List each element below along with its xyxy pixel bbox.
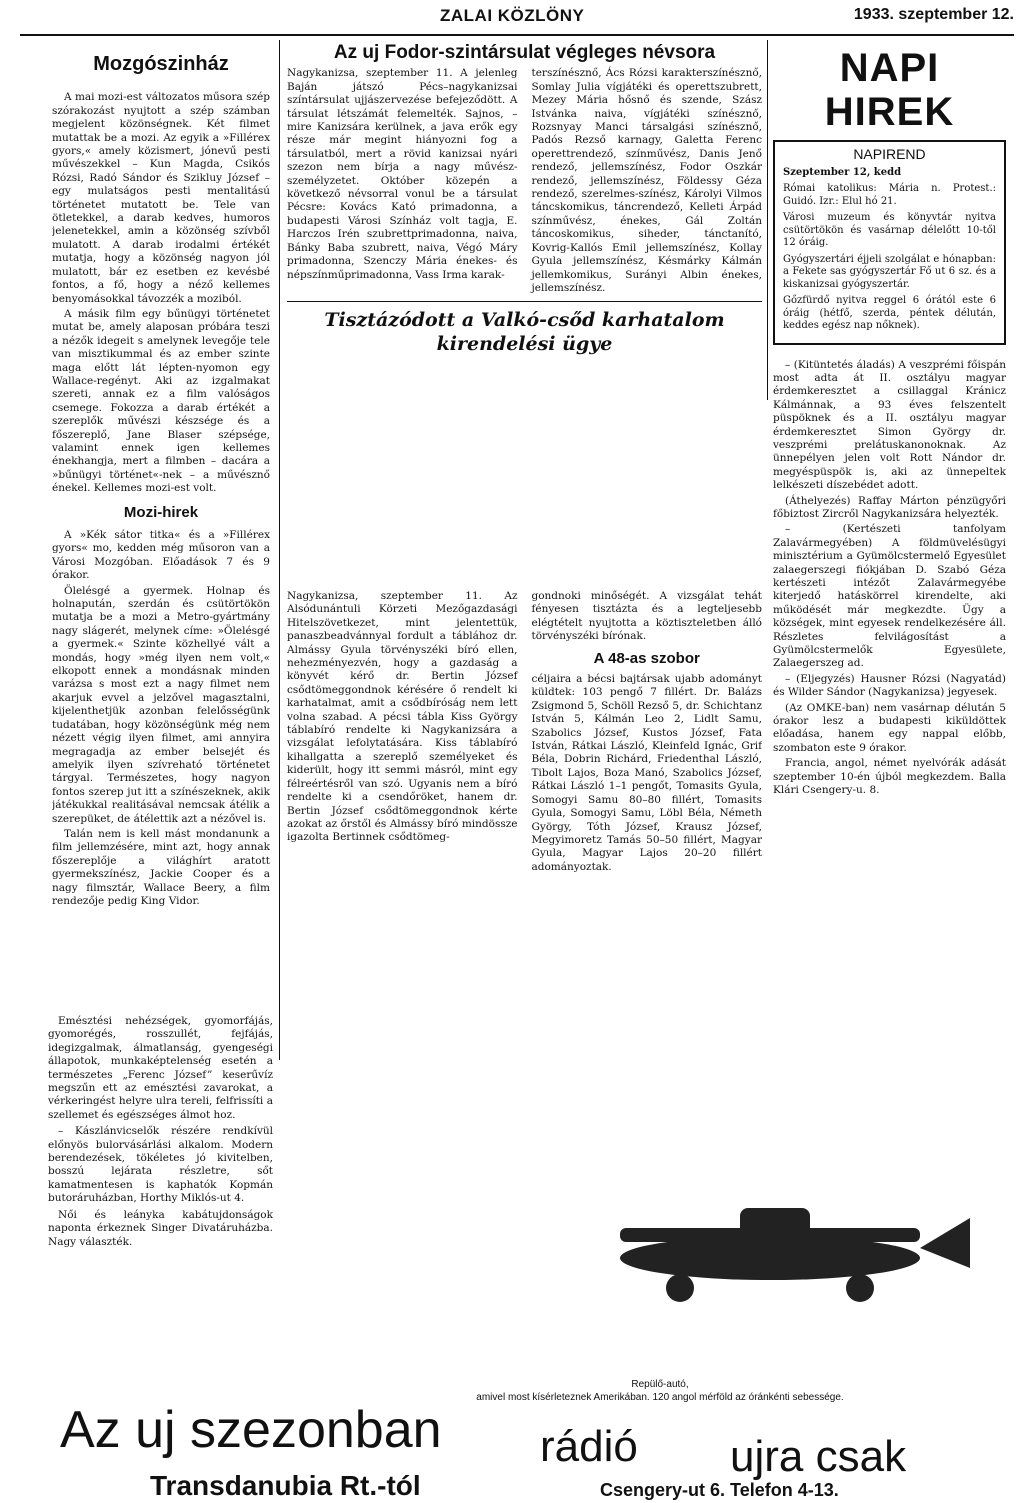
advert-line: Az uj szezonban — [60, 1401, 442, 1459]
advert-brand: Transdanubia Rt.-tól — [150, 1470, 421, 1501]
news-paragraph: – (Eljegyzés) Hausner Rózsi (Nagyatád) és Wilder Sándor (Nagykanizsa) jegyesek. — [773, 672, 1006, 699]
news-paragraph: – (Kertészeti tanfolyam Zalavármegyében) A földmüvelésügyi minisztérium a Gyümölcstermelő Egyesület zalaegerszegi fiókjában D. Szabó Géza kertészeti intézőt Zalavármegyébe kiterjedő hatáskörrel kirendelte, aki működését már megkezdte. Ügy a községek, mint egyesek rendelkezésére áll. Részletes felvilágosítást a Gyümölcstermelők Egyesülete, Zalaegerszeg ad. — [773, 523, 1006, 670]
advert-paragraph: Emésztési nehézségek, gyomorfájás, gyomorégés, rosszullét, fejfájás, idegizgalmak, álmatlanság, gyengeségi állapotok, munkaképtelenség esetén a természetes „Ferenc József” keserűvíz megszűn ett az emésztési zavarokat, a vérkeringést helyre ulra tereli, felfrissíti a szellemet és egészséges álmot hoz. — [48, 1015, 273, 1121]
theatre-text-left: Nagykanizsa, szeptember 11. A jelenleg Baján játszó Pécs–nagykanizsai színtársulat ujjászervezése befejeződött. A társulat létszámát felemelték. Sajnos, – mire Kanizsára kerülnek, a java erők egy része már megint hiányozni fog a társulatból, mert a rövid kanizsai nyári szezon nem bírja a nagy művész-személyzetet. Október közepén a következő névsorral vonul be a társulat Pécsre: Kovács Kató primadonna, a budapesti Városi Színház volt tagja, E. Harczos Irén szubrettprimadonna, naiva, Bánky Baba szubrett, naiva, Végó Máry primadonna, Szenczy Mária énekes- és népszínműprimadonna, Vass Irma karak- — [287, 67, 518, 281]
theatre-article — [287, 44, 762, 584]
advert-paragraph: – Kászlánvicselők részére rendkívül előnyös bulorvásárlási alkalom. Modern berendezések, tökéletes jó kivitelben, bosszú lejárata részletre, sőt kamatmentesen is kaphatók Kopmán butoráruházban, Horthy Miklós-ut 4. — [48, 1125, 273, 1205]
caption-line: amivel most kísérleteznek Amerikában. 120 angol mérföld az óránkénti sebessége. — [476, 1392, 844, 1403]
agenda-title: NAPIREND — [853, 146, 926, 162]
issue-date: 1933. szeptember 12. — [853, 6, 1014, 23]
radio-advert — [40, 1400, 1000, 1500]
masthead — [20, 6, 1014, 36]
advert-block — [48, 1015, 273, 1252]
divider — [287, 301, 762, 302]
cinema-heading: Mozgószinház — [93, 53, 229, 75]
news-paragraph: (Áthelyezés) Raffay Márton pénzügyőri főbiztost Zircről Nagykanizsára helyezték. — [773, 494, 1006, 520]
theatre-heading: Az uj Fodor-szintársulat végleges névsora — [333, 44, 716, 63]
valko-text-right: gondnoki minőségét. A vizsgálat tehát fényesen tisztázta és a legteljesebb elégtételt nyujtotta a köztiszteletben álló törvényszéki bírónak. — [531, 590, 762, 643]
valko-text-left: Nagykanizsa, szeptember 11. Az Alsódunántuli Körzeti Mezőgazdasági Hitelszövetkezet, mint jelentettük, panaszbeadvánnyal fordult a táblához dr. Almássy Gyula törvényszéki bíró ellen, nehezményezvén, hogy a gazdaság a könyvét kérő dr. Bertin József csődtömeggondnok kérésére ő rendelt ki karhatalmat, amit a csődbíróság nem lett volna szabad. A pécsi tábla Kiss György táblabíró rendelte ki Nagykanizsára a vizsgálat lefolytatására. Kiss táblabíró kihallgatta a szereplő személyeket és kiderült, hogy itt semmi másról, mint egy félreértésről van szó. Ugyanis nem a bíró rendelte ki a csendőröket, hanem dr. Bertin József csődtömeggondnok kérte azokat az őrstől és Almássy bíró mindössze igazolta Bertinnek csődtömeg- — [287, 590, 518, 844]
agenda-line: Római katolikus: Mária n. Protest.: Guidó. Izr.: Elul hó 21. — [783, 183, 996, 207]
statue-heading: A 48-as szobor — [593, 649, 700, 667]
valko-article — [287, 590, 762, 950]
theatre-text-right: terszínésznő, Ács Rózsi karakterszínésznő, Somlay Julia vígjátéki és operettszubrett, Mezey Mária hősnő és szende, Szász Istvánka naiva, vígjátéki színésznő, Rozsnyay Manci társalgási színésznő, Padós Rezső karnagy, Galetta Ferenc operettrendező, színművész, Danis Jenő rendező, jellemszínész, Fodor Oszkár rendező, jellemszínész, Földessy Géza rendező, szerelmes-színész, Károlyi Vilmos táncskomikus, táncrendező, Kelleti Árpád színművész, énekes, Gál Zoltán táncoskomikus, siheder, tánctanító, Kovrig-Kallós Emil jellemszínész, Kollay Gyula jellemszínész, Késmárky Kálmán jellemkomikus, Surányi Albin énekes, jellemszínész. — [531, 67, 762, 294]
statue-text: céljaira a bécsi bajtársak ujabb adományt küldtek: 103 pengő 7 fillért. Dr. Balázs Zsigmond 5, Schöll Rezső 5, dr. Schichtanz István 5, Kálmán Leo 2, Lidlt Samu, Szabolics József, Kustos József, Fata István, Rátkai László, Kleinfeld Ignác, Grif Béla, Dobrin Richárd, Friedenthal László, Tibolt Lajos, Boza Manó, Szabolics József, Rátkai László 1–1 pengőt, Tomasits Gyula, Somogyi Samu 80–80 fillért, Tomasits Gyula, Somogyi Samu, Löbl Béla, Németh György, Tóth József, Krausz József, Megyimoretz Tamás 50–50 fillért, Magyar Gyula, Magyar Lajos 20–20 fillért adományoztak. — [531, 673, 762, 873]
advert-line: rádió — [540, 1422, 638, 1471]
column-rule — [767, 40, 768, 400]
paper-title: ZALAI KÖZLÖNY — [440, 6, 585, 25]
agenda-box — [773, 140, 1006, 345]
advert-line: ujra csak — [730, 1432, 907, 1481]
advert-paragraph: Női és leányka kabátujdonságok naponta érkeznek Singer Divatáruházba. Nagy választék. — [48, 1208, 273, 1248]
cinema-paragraph: A mai mozi-est változatos műsora szép szórakozást nyujtott a szép számban megjelent közönségnek. Két filmet mutattak be a mozi. Az egyik a »Fillérex gyors,« amely közismert, jónevű pesti művészekkel – Kun Magda, Csikós Rózsi, Radó Sándor és Szikluy József – egy mulatságos pesti mentalitású történetet mutatott be. Tele van ötletekkel, a darab kedves, humoros jelenetekkel, amin a közönség szívből mulatott. A darab irodalmi értékét mutatja, hogy a közönség nagyon jól mulatott, bár ez esetben ez kevésbé fontos, a fő, hogy a néző kellemes benyomásokkal távozzék a moziból. — [52, 91, 270, 305]
mozi-paragraph: Talán nem is kell mást mondanunk a film jellemzésére, mint azt, hogy annak főszereplője a világhírt aratott gyermekszínész, Jackie Cooper és a nagy filmsztár, Wallace Beery, a film rendezője pedig King Vidor. — [52, 827, 270, 907]
advert-address: Csengery-ut 6. Telefon 4-13. — [600, 1480, 839, 1500]
column-rule — [279, 40, 280, 1060]
valko-heading: Tisztázódott a Valkó-csőd karhatalom kirendelési ügye — [324, 309, 725, 356]
news-paragraph: (Az OMKE-ban) nem vasárnap délután 5 órakor lesz a budapesti kiküldöttek előadása, hanem egy nappal előbb, szombaton este 9 órakor. — [773, 701, 1006, 754]
agenda-line: Gyógyszertári éjjeli szolgálat e hónapban: a Fekete sas gyógyszertár Fő ut 6 sz. és a kiskanizsai gyógyszertár. — [783, 253, 996, 290]
mozi-heading: Mozi-hirek — [123, 503, 199, 521]
news-paragraph: – (Kitüntetés áladás) A veszprémi főispán most adta át II. osztályu magyar érdemkeresztet a csillaggal Kránicz Kálmánnak, a 93 éves felszentelt püspöknek és a II. osztályu magyar érdemkeresztet Simon György dr. veszprémi prelátuskanonoknak. Az ünnepélyen jelen volt Rott Nándor dr. megyéspüspök is, aki az ünnepeltek lelkészeti díszebédet adott. — [773, 358, 1006, 492]
news-paragraph: Francia, angol, német nyelvórák adását szeptember 10-én újból megkezdem. Balla Klári Csengery-u. 8. — [773, 757, 1006, 797]
agenda-line: Gőzfürdő nyitva reggel 6 órától este 6 óráig (hétfő, szerda, péntek délután, keddes egész nap nőknek). — [783, 295, 996, 331]
cinema-paragraph: A másik film egy bűnügyi történetet mutat be, amely alaposan próbára teszi a nézők idegeit s amelynek levegője tele van misztikummal és az ember szinte maga előtt lát lépten-nyomon egy Wallace-regényt. Aki az izgalmakat szereti, annak ez a film valóságos csemege. Fokozza a darab értékét a szereplők művészi készsége és a főszereplő, Jane Blaser szépsége, valamint ennek igen kellemes énekhangja, mert a filmben – dacára a »bűnügyi történet«-nek – a művésznő énekel. Kellemes mozi-est volt. — [52, 307, 270, 495]
mozi-paragraph: Ölelésgé a gyermek. Holnap és holnapután, szerdán és csütörtökön mutatja be a mozi a Metro-gyártmány nagy slágerét, melynek címe: »Ölelésgé a gyermek.« Szinte közhellyé vált a mondás, hogy »még ilyen nem volt,« elkopott ennek a mondásnak minden varázsa s most ezt a nagy filmet nem akarjuk evvel a jelzővel magasztalni, kijelenthetjük azonban felelősségünk tudatában, hogy közönségünk még nem nézett végig ilyen filmet, ami annyira megragadja az ember belsejét és amelyik ilyen szívreható történetet tárgyal. Természetes, hogy nagyon fontos szerep jut itt a színészeknek, akik játékukkal realitásával nemcsak átélik a szerepüket, de átélettik azt a nézővel is. — [52, 584, 270, 825]
napi-hirek-heading: NAPI HIREK — [824, 46, 955, 134]
flying-car-photo — [560, 1138, 980, 1358]
caption-line: Repülő-autó, — [631, 1379, 689, 1390]
cinema-column — [52, 44, 270, 1059]
agenda-line: Városi muzeum és könyvtár nyitva csütörtökön és vasárnap délelőtt 10-től 12 óráig. — [783, 212, 996, 248]
agenda-date: Szeptember 12, kedd — [783, 166, 902, 178]
news-column — [773, 44, 1006, 1059]
mozi-paragraph: A »Kék sátor titka« és a »Fillérex gyors« mo, kedden még műsoron van a Városi Mozgóban. Előadások 7 és 9 órakor. — [52, 529, 270, 582]
